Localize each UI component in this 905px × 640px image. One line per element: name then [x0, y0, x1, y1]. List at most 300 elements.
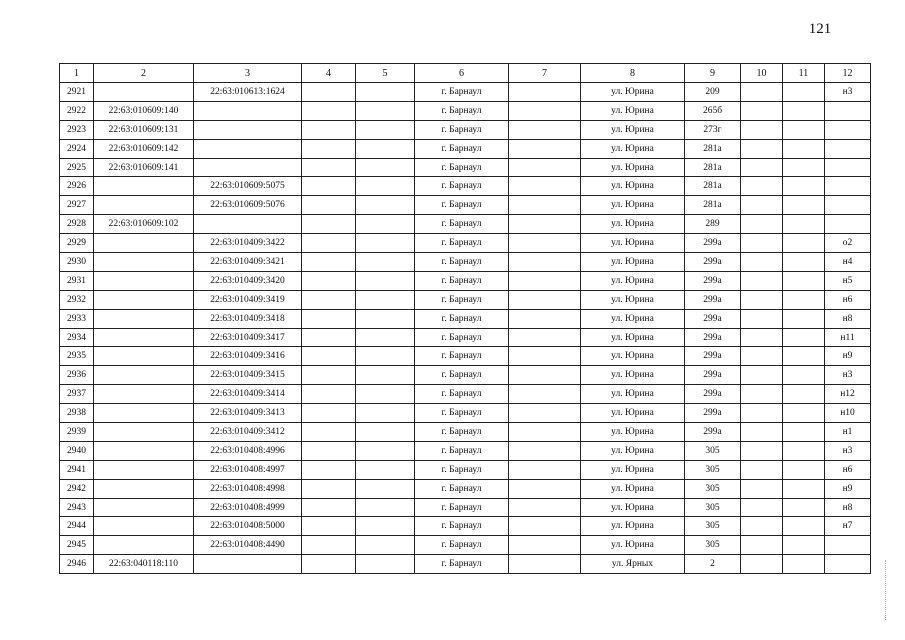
cell-col-1: 2946 [60, 555, 94, 574]
cell-col-2 [94, 404, 194, 423]
cell-col-2 [94, 347, 194, 366]
cell-col-10 [741, 555, 783, 574]
cell-col-1: 2942 [60, 479, 94, 498]
cell-col-11 [783, 441, 825, 460]
cell-col-4 [302, 404, 356, 423]
cell-col-3: 22:63:010408:4490 [194, 536, 302, 555]
cell-col-12 [825, 139, 871, 158]
cell-col-11 [783, 158, 825, 177]
table-row [60, 139, 871, 158]
cell-col-5 [356, 290, 415, 309]
cell-col-11 [783, 196, 825, 215]
cell-col-9: 299а [685, 404, 741, 423]
cell-col-3: 22:63:010409:3420 [194, 271, 302, 290]
cell-col-4 [302, 536, 356, 555]
cell-col-6: г. Барнаул [415, 404, 509, 423]
column-header-10: 10 [741, 64, 783, 83]
cell-col-1: 2921 [60, 83, 94, 102]
cell-col-2 [94, 271, 194, 290]
cell-col-8: ул. Юрина [581, 366, 685, 385]
cell-col-12: н6 [825, 290, 871, 309]
cell-col-1: 2932 [60, 290, 94, 309]
cell-col-5 [356, 215, 415, 234]
cell-col-3: 22:63:010409:3412 [194, 423, 302, 442]
cell-col-3: 22:63:010409:3421 [194, 253, 302, 272]
cell-col-3: 22:63:010408:4996 [194, 441, 302, 460]
cell-col-9: 299а [685, 347, 741, 366]
margin-dots [885, 560, 888, 620]
cell-col-11 [783, 120, 825, 139]
cell-col-3: 22:63:010613:1624 [194, 83, 302, 102]
cell-col-5 [356, 385, 415, 404]
cell-col-6: г. Барнаул [415, 215, 509, 234]
cell-col-12 [825, 196, 871, 215]
cell-col-6: г. Барнаул [415, 309, 509, 328]
cell-col-9: 299а [685, 309, 741, 328]
cell-col-9: 299а [685, 328, 741, 347]
cell-col-3: 22:63:010609:5075 [194, 177, 302, 196]
cell-col-9: 265б [685, 101, 741, 120]
cell-col-6: г. Барнаул [415, 479, 509, 498]
cell-col-2 [94, 328, 194, 347]
cell-col-7 [509, 555, 581, 574]
cell-col-9: 289 [685, 215, 741, 234]
cell-col-9: 299а [685, 234, 741, 253]
cell-col-7 [509, 423, 581, 442]
cell-col-5 [356, 253, 415, 272]
cell-col-6: г. Барнаул [415, 290, 509, 309]
cell-col-10 [741, 309, 783, 328]
cell-col-10 [741, 139, 783, 158]
cell-col-7 [509, 83, 581, 102]
cell-col-12: н7 [825, 517, 871, 536]
cell-col-12: н6 [825, 460, 871, 479]
cell-col-7 [509, 101, 581, 120]
cell-col-4 [302, 328, 356, 347]
cell-col-5 [356, 101, 415, 120]
cell-col-5 [356, 328, 415, 347]
cell-col-9: 281а [685, 158, 741, 177]
cell-col-10 [741, 120, 783, 139]
column-header-3: 3 [194, 64, 302, 83]
cell-col-2 [94, 498, 194, 517]
cell-col-2 [94, 234, 194, 253]
cell-col-2 [94, 517, 194, 536]
registry-table [59, 63, 871, 574]
cell-col-2: 22:63:010609:102 [94, 215, 194, 234]
cell-col-3 [194, 555, 302, 574]
cell-col-8: ул. Юрина [581, 404, 685, 423]
cell-col-7 [509, 271, 581, 290]
cell-col-3: 22:63:010409:3415 [194, 366, 302, 385]
cell-col-4 [302, 83, 356, 102]
cell-col-12: н8 [825, 309, 871, 328]
cell-col-8: ул. Юрина [581, 328, 685, 347]
cell-col-9: 2 [685, 555, 741, 574]
cell-col-9: 273г [685, 120, 741, 139]
cell-col-4 [302, 498, 356, 517]
cell-col-6: г. Барнаул [415, 101, 509, 120]
cell-col-7 [509, 460, 581, 479]
cell-col-4 [302, 517, 356, 536]
cell-col-12: н3 [825, 441, 871, 460]
cell-col-7 [509, 120, 581, 139]
cell-col-7 [509, 498, 581, 517]
cell-col-10 [741, 366, 783, 385]
cell-col-12: н12 [825, 385, 871, 404]
table-row [60, 423, 871, 442]
cell-col-10 [741, 385, 783, 404]
cell-col-4 [302, 271, 356, 290]
cell-col-11 [783, 271, 825, 290]
cell-col-9: 299а [685, 366, 741, 385]
cell-col-6: г. Барнаул [415, 441, 509, 460]
cell-col-7 [509, 290, 581, 309]
cell-col-2 [94, 83, 194, 102]
cell-col-11 [783, 536, 825, 555]
cell-col-3: 22:63:010409:3413 [194, 404, 302, 423]
cell-col-4 [302, 120, 356, 139]
cell-col-5 [356, 234, 415, 253]
cell-col-4 [302, 290, 356, 309]
cell-col-1: 2924 [60, 139, 94, 158]
cell-col-9: 299а [685, 385, 741, 404]
cell-col-11 [783, 139, 825, 158]
cell-col-2 [94, 177, 194, 196]
cell-col-1: 2935 [60, 347, 94, 366]
cell-col-7 [509, 441, 581, 460]
cell-col-8: ул. Юрина [581, 271, 685, 290]
cell-col-12 [825, 555, 871, 574]
page-number: 121 [808, 21, 832, 37]
cell-col-11 [783, 498, 825, 517]
cell-col-5 [356, 158, 415, 177]
cell-col-9: 281а [685, 177, 741, 196]
cell-col-6: г. Барнаул [415, 120, 509, 139]
cell-col-2: 22:63:010609:141 [94, 158, 194, 177]
cell-col-12: н4 [825, 253, 871, 272]
cell-col-4 [302, 196, 356, 215]
cell-col-3: 22:63:010408:5000 [194, 517, 302, 536]
table-row [60, 555, 871, 574]
cell-col-4 [302, 366, 356, 385]
table-row [60, 234, 871, 253]
column-header-11: 11 [783, 64, 825, 83]
table-row [60, 253, 871, 272]
cell-col-8: ул. Юрина [581, 196, 685, 215]
table-row [60, 120, 871, 139]
table-row [60, 177, 871, 196]
cell-col-8: ул. Юрина [581, 215, 685, 234]
table-row [60, 290, 871, 309]
cell-col-3 [194, 139, 302, 158]
cell-col-12: н9 [825, 347, 871, 366]
cell-col-1: 2934 [60, 328, 94, 347]
cell-col-3: 22:63:010409:3416 [194, 347, 302, 366]
cell-col-1: 2938 [60, 404, 94, 423]
cell-col-10 [741, 404, 783, 423]
cell-col-1: 2939 [60, 423, 94, 442]
cell-col-4 [302, 234, 356, 253]
cell-col-10 [741, 234, 783, 253]
cell-col-6: г. Барнаул [415, 536, 509, 555]
column-header-12: 12 [825, 64, 871, 83]
cell-col-7 [509, 158, 581, 177]
table-row [60, 83, 871, 102]
cell-col-5 [356, 120, 415, 139]
cell-col-12: н11 [825, 328, 871, 347]
cell-col-9: 305 [685, 441, 741, 460]
cell-col-3 [194, 215, 302, 234]
cell-col-10 [741, 347, 783, 366]
cell-col-9: 305 [685, 517, 741, 536]
column-header-7: 7 [509, 64, 581, 83]
cell-col-10 [741, 479, 783, 498]
cell-col-11 [783, 385, 825, 404]
cell-col-3: 22:63:010408:4997 [194, 460, 302, 479]
cell-col-12 [825, 120, 871, 139]
cell-col-8: ул. Юрина [581, 234, 685, 253]
cell-col-8: ул. Юрина [581, 120, 685, 139]
cell-col-12 [825, 158, 871, 177]
cell-col-5 [356, 83, 415, 102]
cell-col-10 [741, 423, 783, 442]
cell-col-11 [783, 404, 825, 423]
cell-col-5 [356, 536, 415, 555]
cell-col-4 [302, 555, 356, 574]
cell-col-3: 22:63:010409:3418 [194, 309, 302, 328]
table-row [60, 328, 871, 347]
cell-col-11 [783, 555, 825, 574]
cell-col-4 [302, 385, 356, 404]
cell-col-8: ул. Юрина [581, 385, 685, 404]
cell-col-10 [741, 177, 783, 196]
table-row [60, 347, 871, 366]
cell-col-5 [356, 555, 415, 574]
cell-col-6: г. Барнаул [415, 366, 509, 385]
cell-col-7 [509, 347, 581, 366]
column-header-8: 8 [581, 64, 685, 83]
table-row [60, 366, 871, 385]
table-row [60, 101, 871, 120]
cell-col-11 [783, 423, 825, 442]
cell-col-1: 2929 [60, 234, 94, 253]
cell-col-3 [194, 120, 302, 139]
table-row [60, 479, 871, 498]
cell-col-6: г. Барнаул [415, 555, 509, 574]
cell-col-6: г. Барнаул [415, 498, 509, 517]
cell-col-11 [783, 328, 825, 347]
cell-col-2 [94, 385, 194, 404]
cell-col-11 [783, 83, 825, 102]
cell-col-4 [302, 158, 356, 177]
cell-col-1: 2930 [60, 253, 94, 272]
cell-col-3: 22:63:010409:3414 [194, 385, 302, 404]
cell-col-7 [509, 479, 581, 498]
cell-col-6: г. Барнаул [415, 253, 509, 272]
cell-col-4 [302, 460, 356, 479]
cell-col-1: 2922 [60, 101, 94, 120]
cell-col-12: н3 [825, 83, 871, 102]
cell-col-6: г. Барнаул [415, 347, 509, 366]
table-row [60, 460, 871, 479]
cell-col-1: 2941 [60, 460, 94, 479]
cell-col-8: ул. Юрина [581, 441, 685, 460]
cell-col-1: 2936 [60, 366, 94, 385]
column-header-5: 5 [356, 64, 415, 83]
cell-col-11 [783, 309, 825, 328]
cell-col-11 [783, 177, 825, 196]
cell-col-9: 281а [685, 139, 741, 158]
cell-col-4 [302, 423, 356, 442]
cell-col-5 [356, 479, 415, 498]
cell-col-6: г. Барнаул [415, 271, 509, 290]
header-row [60, 64, 871, 83]
column-header-9: 9 [685, 64, 741, 83]
cell-col-4 [302, 101, 356, 120]
table-row [60, 385, 871, 404]
cell-col-6: г. Барнаул [415, 234, 509, 253]
cell-col-11 [783, 517, 825, 536]
cell-col-5 [356, 366, 415, 385]
cell-col-10 [741, 253, 783, 272]
cell-col-7 [509, 517, 581, 536]
cell-col-8: ул. Юрина [581, 460, 685, 479]
table-row [60, 517, 871, 536]
cell-col-1: 2931 [60, 271, 94, 290]
cell-col-11 [783, 347, 825, 366]
cell-col-3 [194, 101, 302, 120]
cell-col-12 [825, 177, 871, 196]
cell-col-2: 22:63:010609:131 [94, 120, 194, 139]
cell-col-10 [741, 460, 783, 479]
cell-col-7 [509, 536, 581, 555]
cell-col-7 [509, 385, 581, 404]
cell-col-4 [302, 215, 356, 234]
cell-col-5 [356, 177, 415, 196]
cell-col-9: 299а [685, 271, 741, 290]
cell-col-11 [783, 479, 825, 498]
cell-col-7 [509, 139, 581, 158]
cell-col-5 [356, 139, 415, 158]
cell-col-3: 22:63:010409:3417 [194, 328, 302, 347]
column-header-1: 1 [60, 64, 94, 83]
cell-col-12: н3 [825, 366, 871, 385]
cell-col-1: 2928 [60, 215, 94, 234]
cell-col-6: г. Барнаул [415, 177, 509, 196]
cell-col-12: о2 [825, 234, 871, 253]
table-body [60, 83, 871, 574]
table-row [60, 309, 871, 328]
cell-col-5 [356, 517, 415, 536]
cell-col-10 [741, 328, 783, 347]
cell-col-5 [356, 271, 415, 290]
cell-col-12: н9 [825, 479, 871, 498]
cell-col-6: г. Барнаул [415, 460, 509, 479]
cell-col-10 [741, 498, 783, 517]
cell-col-4 [302, 347, 356, 366]
cell-col-2 [94, 441, 194, 460]
cell-col-2 [94, 253, 194, 272]
cell-col-6: г. Барнаул [415, 328, 509, 347]
cell-col-10 [741, 290, 783, 309]
cell-col-8: ул. Юрина [581, 536, 685, 555]
cell-col-8: ул. Юрина [581, 158, 685, 177]
cell-col-1: 2937 [60, 385, 94, 404]
cell-col-6: г. Барнаул [415, 158, 509, 177]
cell-col-8: ул. Юрина [581, 498, 685, 517]
cell-col-8: ул. Юрина [581, 517, 685, 536]
cell-col-2 [94, 290, 194, 309]
table-row [60, 196, 871, 215]
cell-col-1: 2945 [60, 536, 94, 555]
cell-col-9: 299а [685, 253, 741, 272]
cell-col-4 [302, 177, 356, 196]
cell-col-11 [783, 366, 825, 385]
cell-col-4 [302, 441, 356, 460]
cell-col-2 [94, 536, 194, 555]
cell-col-4 [302, 253, 356, 272]
cell-col-8: ул. Юрина [581, 139, 685, 158]
cell-col-8: ул. Юрина [581, 423, 685, 442]
cell-col-9: 305 [685, 536, 741, 555]
cell-col-6: г. Барнаул [415, 517, 509, 536]
cell-col-2 [94, 423, 194, 442]
cell-col-1: 2943 [60, 498, 94, 517]
cell-col-11 [783, 234, 825, 253]
cell-col-12 [825, 215, 871, 234]
cell-col-8: ул. Юрина [581, 290, 685, 309]
table-row [60, 271, 871, 290]
cell-col-2: 22:63:010609:142 [94, 139, 194, 158]
column-header-6: 6 [415, 64, 509, 83]
cell-col-10 [741, 196, 783, 215]
cell-col-7 [509, 177, 581, 196]
cell-col-8: ул. Юрина [581, 479, 685, 498]
cell-col-9: 281а [685, 196, 741, 215]
cell-col-10 [741, 158, 783, 177]
cell-col-12: н1 [825, 423, 871, 442]
column-header-4: 4 [302, 64, 356, 83]
cell-col-4 [302, 309, 356, 328]
cell-col-10 [741, 536, 783, 555]
cell-col-10 [741, 271, 783, 290]
cell-col-6: г. Барнаул [415, 423, 509, 442]
cell-col-1: 2944 [60, 517, 94, 536]
cell-col-7 [509, 404, 581, 423]
cell-col-9: 299а [685, 290, 741, 309]
cell-col-6: г. Барнаул [415, 139, 509, 158]
cell-col-3 [194, 158, 302, 177]
cell-col-7 [509, 309, 581, 328]
cell-col-8: ул. Юрина [581, 177, 685, 196]
cell-col-2 [94, 479, 194, 498]
cell-col-8: ул. Юрина [581, 253, 685, 272]
cell-col-8: ул. Ярных [581, 555, 685, 574]
cell-col-2: 22:63:040118:110 [94, 555, 194, 574]
cell-col-5 [356, 347, 415, 366]
cell-col-1: 2927 [60, 196, 94, 215]
cell-col-5 [356, 498, 415, 517]
cell-col-2: 22:63:010609:140 [94, 101, 194, 120]
cell-col-5 [356, 423, 415, 442]
cell-col-12: н8 [825, 498, 871, 517]
cell-col-7 [509, 196, 581, 215]
cell-col-3: 22:63:010408:4999 [194, 498, 302, 517]
table-row [60, 158, 871, 177]
cell-col-7 [509, 328, 581, 347]
cell-col-3: 22:63:010408:4998 [194, 479, 302, 498]
